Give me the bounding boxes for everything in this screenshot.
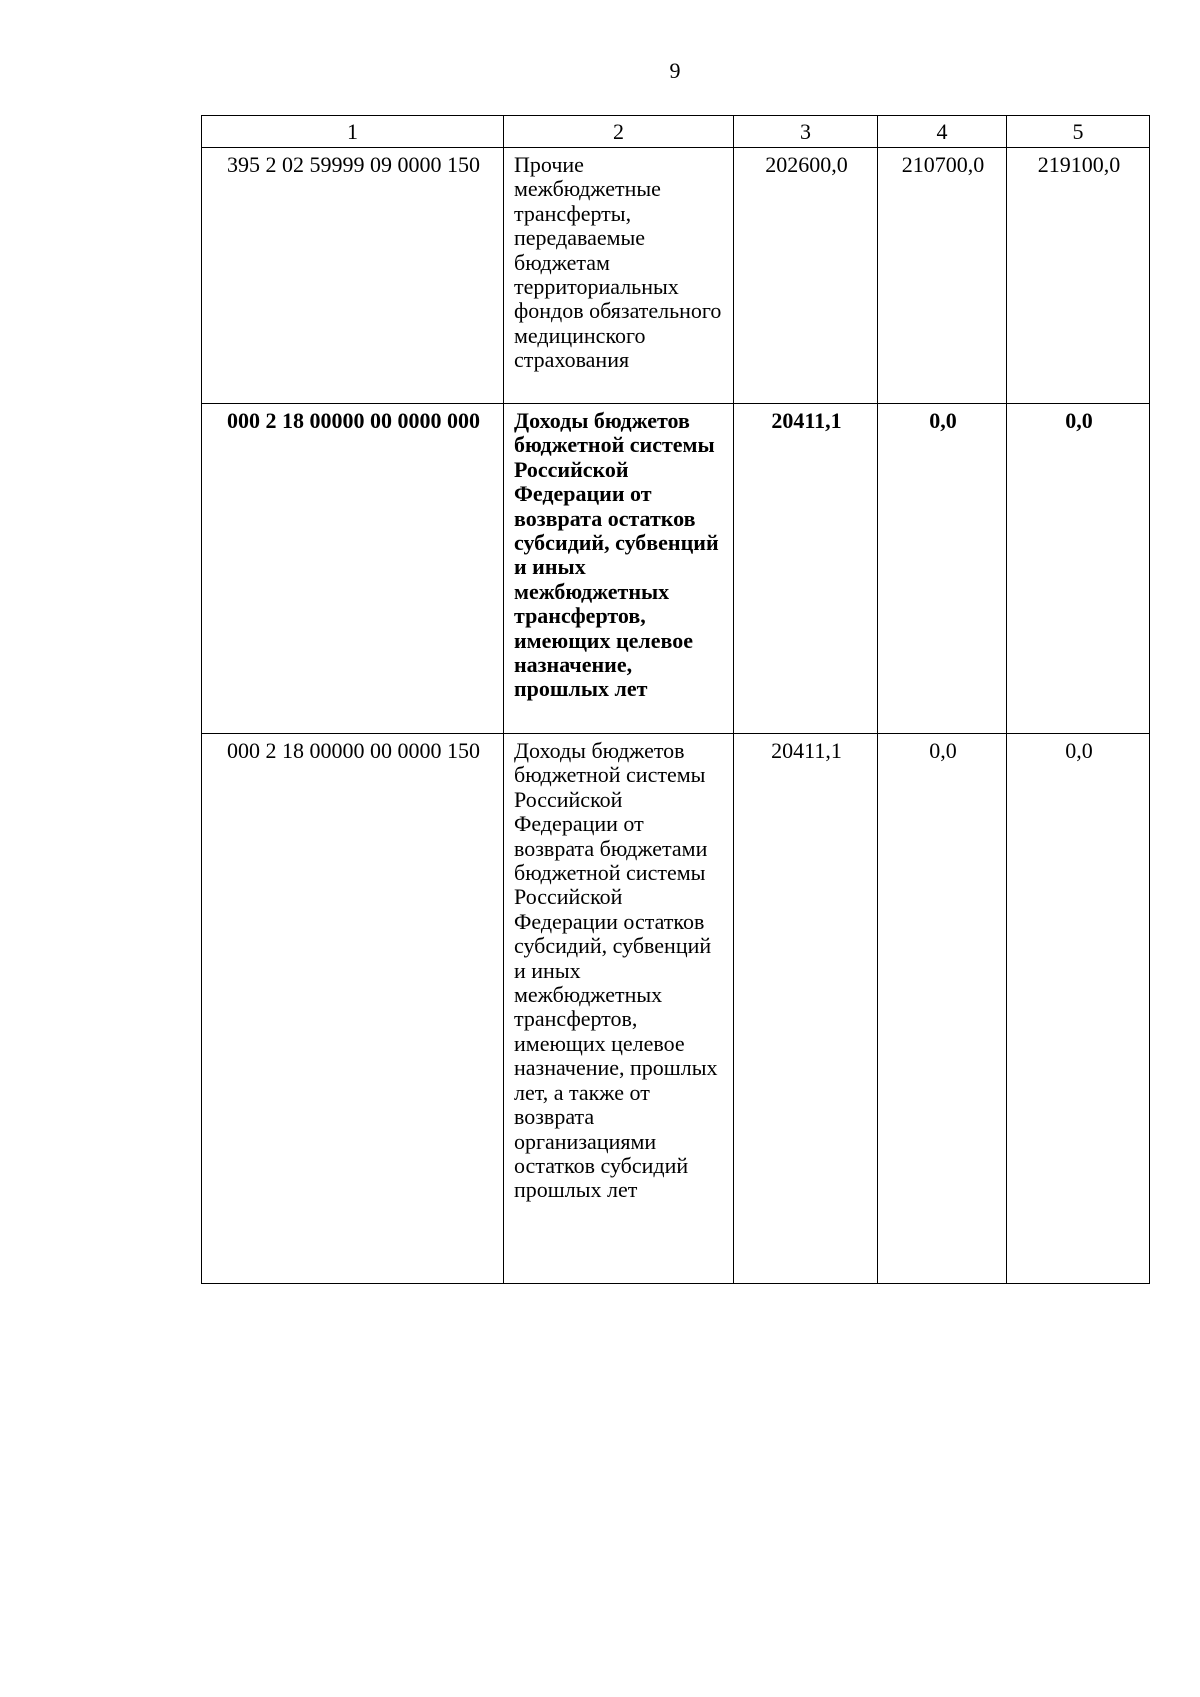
column-header-3: 3 (734, 116, 878, 148)
amount-year-3-cell: 219100,0 (1007, 148, 1150, 404)
budget-revenue-table (201, 115, 1150, 1284)
amount-year-1-cell: 20411,1 (734, 404, 878, 734)
amount-year-2-cell: 210700,0 (878, 148, 1007, 404)
column-header-4: 4 (878, 116, 1007, 148)
table-row (202, 148, 1150, 404)
amount-year-3-cell: 0,0 (1007, 734, 1150, 1284)
budget-code-cell: 000 2 18 00000 00 0000 000 (202, 404, 504, 734)
budget-code-cell: 000 2 18 00000 00 0000 150 (202, 734, 504, 1284)
column-header-1: 1 (202, 116, 504, 148)
table-row (202, 734, 1150, 1284)
amount-year-2-cell: 0,0 (878, 734, 1007, 1284)
column-header-2: 2 (504, 116, 734, 148)
page-number: 9 (669, 58, 681, 83)
column-number-header-row (202, 116, 1150, 148)
revenue-name-cell: Доходы бюджетов бюджетной системы Российской Федерации от возврата бюджетами бюджетной системы Российской Федерации остатков субсидий, субвенций и иных межбюджетных трансфертов, имеющих целевое назначение, прошлых лет, а также от возврата организациями остатков субсидий прошлых лет (504, 734, 734, 1284)
table-row (202, 404, 1150, 734)
column-header-5: 5 (1007, 116, 1150, 148)
budget-code-cell: 395 2 02 59999 09 0000 150 (202, 148, 504, 404)
amount-year-2-cell: 0,0 (878, 404, 1007, 734)
amount-year-3-cell: 0,0 (1007, 404, 1150, 734)
revenue-name-cell: Прочие межбюджетные трансферты, передаваемые бюджетам территориальных фондов обязательного медицинского страхования (504, 148, 734, 404)
revenue-name-cell: Доходы бюджетов бюджетной системы Российской Федерации от возврата остатков субсидий, субвенций и иных межбюджетных трансфертов, имеющих целевое назначение, прошлых лет (504, 404, 734, 734)
amount-year-1-cell: 20411,1 (734, 734, 878, 1284)
amount-year-1-cell: 202600,0 (734, 148, 878, 404)
